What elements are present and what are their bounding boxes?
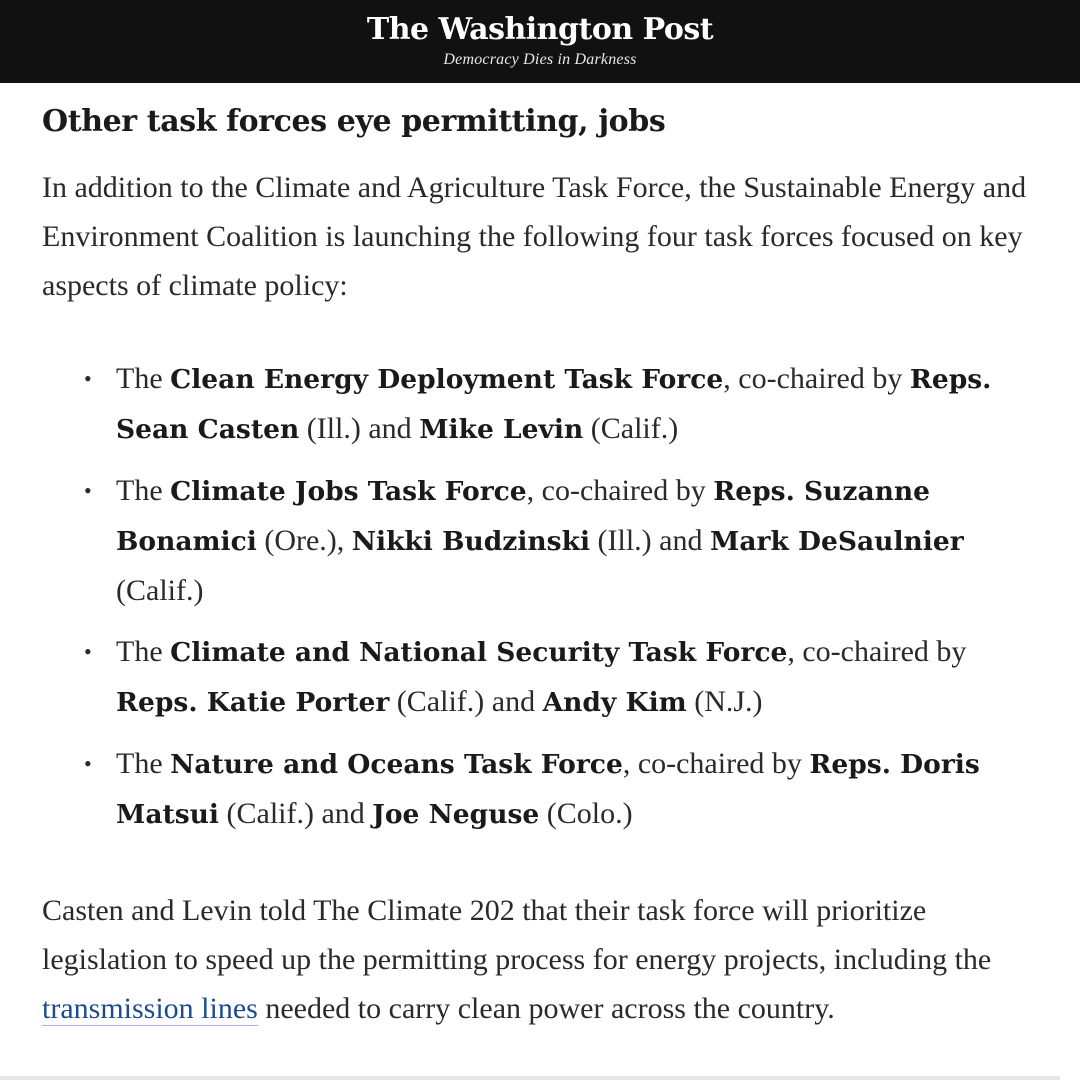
task-force-name: Climate and National Security Task Force bbox=[170, 637, 788, 668]
list-item: • The Climate Jobs Task Force, co-chaired by Reps. Suzanne Bonamici (Ore.), Nikki Budzinski (Ill.) and Mark DeSaulnier (Calif.) bbox=[42, 466, 1032, 615]
masthead bbox=[0, 0, 1080, 83]
masthead-tagline: Democracy Dies in Darkness bbox=[443, 51, 637, 68]
list-item: • The Clean Energy Deployment Task Force, co-chaired by Reps. Sean Casten (Ill.) and Mike Levin (Calif.) bbox=[42, 354, 1032, 454]
outro-paragraph: Casten and Levin told The Climate 202 that their task force will prioritize legislation to speed up the permitting process for energy projects, including the transmission lines needed to carry clean power across the country. bbox=[42, 894, 992, 1025]
bullet-icon: • bbox=[84, 639, 92, 664]
task-force-name: Climate Jobs Task Force bbox=[170, 476, 527, 507]
co-chair-name: Reps. Suzanne Bonamici bbox=[116, 476, 931, 557]
intro-paragraph: In addition to the Climate and Agriculture Task Force, the Sustainable Energy and Environment Coalition is launching the following four task forces focused on key aspects of climate policy: bbox=[42, 171, 1027, 302]
bullet-icon: • bbox=[84, 366, 92, 391]
transmission-lines-link[interactable]: transmission lines bbox=[42, 992, 258, 1025]
list-item: • The Climate and National Security Task Force, co-chaired by Reps. Katie Porter (Calif.) and Andy Kim (N.J.) bbox=[42, 627, 1032, 727]
section-heading: Other task forces eye permitting, jobs bbox=[42, 104, 666, 139]
co-chair-name: Mike Levin bbox=[419, 414, 584, 445]
co-chair-name: Joe Neguse bbox=[372, 799, 540, 830]
co-chair-name: Reps. Katie Porter bbox=[116, 687, 390, 718]
co-chair-name: Reps. Sean Casten bbox=[116, 364, 992, 445]
co-chair-name: Nikki Budzinski bbox=[351, 526, 591, 557]
washington-post-logo[interactable]: The Washington Post bbox=[366, 12, 714, 47]
task-force-list bbox=[42, 354, 1032, 839]
bottom-edge-divider bbox=[0, 1076, 1060, 1080]
task-force-name: Nature and Oceans Task Force bbox=[170, 749, 623, 780]
article-body bbox=[42, 95, 1032, 1033]
co-chair-name: Andy Kim bbox=[542, 687, 687, 718]
co-chair-name: Mark DeSaulnier bbox=[709, 526, 964, 557]
list-item: • The Nature and Oceans Task Force, co-chaired by Reps. Doris Matsui (Calif.) and Joe Neguse (Colo.) bbox=[42, 739, 1032, 839]
bullet-icon: • bbox=[84, 478, 92, 503]
bullet-icon: • bbox=[84, 751, 92, 776]
task-force-name: Clean Energy Deployment Task Force bbox=[170, 364, 724, 395]
co-chair-name: Reps. Doris Matsui bbox=[116, 749, 980, 830]
